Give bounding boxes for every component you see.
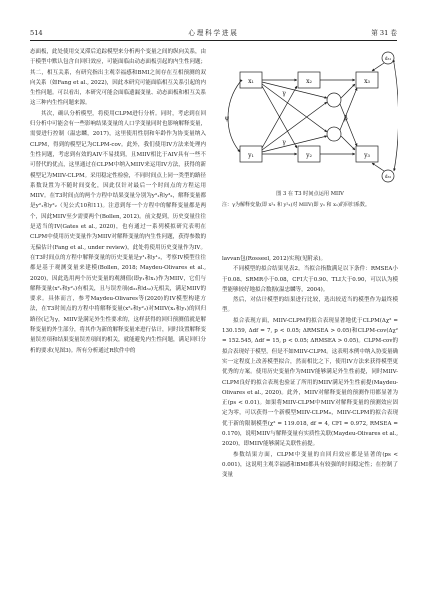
page-number: 514: [30, 29, 43, 37]
path-diagram: [222, 48, 398, 188]
label-error-x: d₃₁: [384, 57, 392, 62]
header-rule: [30, 40, 397, 41]
label-cov: ψ: [224, 115, 230, 122]
figure-caption: [222, 190, 398, 210]
paragraph: 态面板，此处使用交叉滞后追踪模型来分析两个变量之间的纵向关系，由于模型中默认包含自回归效应，可能面临由动态面板引起的内生性问题；其二，相互关系，有研究指出主观幸福感和BMI之间存在互相预测的双向关系（如Fang et al., 2022)，因此本研究可能面临相互关系引起的内生性问题。可以看出，本研究可能会面临遗漏变量、动态面板和相互关系这三种内生性问题来源。: [30, 49, 207, 107]
label-beta: β: [344, 115, 348, 122]
left-column: [30, 47, 206, 572]
caption-title: 图 3 在 T3 时间点运用 MIIV: [276, 191, 344, 197]
label-y1: y₁: [248, 152, 254, 159]
paragraph: 其次，确认分析模型，将使用CLPM进行分析。同时，考虑到在回归分析中可能会有一些影响结果变量的人口学变量同时也影响解释变量，需要进行控制（温忠麟，2017)，这里使用性别和年龄作为协变量纳入CLPM，得到的模型记为CLPM-cov。此外，我们使用IV方法来处理内生性问题，考虑到有效的AIV不易找到，且MIIV相比于AIV具有一些不可替代的优点，这里通过在CLPM中纳入MIIV来运用IV方法，获得的新模型记为MIIV-CLPM。采用稳定性检验，不同时间点上同一类型的路径系数设置为不随时间变化，因此仅针对最后一个时间点的方程运用MIIV。在T3时间点的两个方程中结果变量分别为y³₁和y³₂，解释变量都是y²₁和y²₂（见公式10和11)。注意到每一个方程中的解释变量都是两个，因此MIIV至少需要两个(Bollen, 2012)。前文提到，历史变量往往是适当的IV(Gates et al., 2020)，也有通过一系列模拟研究表明在CLPM中使用历史变量作为MIIV对解释变量的内生性问题，获得参数的无偏估计(Fang et al., under review)，此处将使用历史变量作为IV。在T3时间点的方程中解释变量的历史变量是y¹₁和y¹₂，考察IV模型往往都是基于观测变量来建模(Bollen, 2018; Maydeu-Olivares et al., 2020)，因此选用两个历史变量的观测值(即y₁和x₁)作为MIIV，它们与解释变量(x²₁和y²₁)有相关，且与误差项(d₃₁和d₃₂)无相关，满足MIIV的要求。具体而言，参考Maydeu-Olivares等(2020)的IV模型构建方法，在T3时间点的方程中将解释变量(x²₂和y²₂)对MIIV(x₁和y₁)的回归路径(记为γ，MIIV是满足外生性要求的，这样获得的回归预测值就是解释变量的外生部分，将其作为新的解释变量来进行估计，同时设置解释变量误差项和结果变量误差项间的相关，就能避免内生性问题，满足回归分析的要求(见图3)。所有分析通过R软件中的: [30, 110, 207, 354]
caption-note: 注：γ为解释变量(即 x²₂ 和 y²₂)对 MIIV(即 y₁ 和 x₁)的回归系数。: [222, 202, 370, 208]
paragraph: 拟合表现方面，MIIV-CLPM的拟合表现显著地优于CLPM(Δχ² = 130.159, Δdf = 7, p < 0.05; ΔRMSEA > 0.05)和CLPM-cov(Δχ² = 152.545, Δdf = 15, p < 0.05; ΔRMSEA > 0.05)。CLPM-cov的拟合表现好于模型，但是不如MIIV-CLPM。这表明本例中纳入协变量确实一定程度上改善模型拟合，然而相比之下，使用IV方法来获得模型更优秀的方案。使用历史变量作为MIIV能够满足外生性前提，同时MIIV-CLPM良好的拟合表现也验证了所用的MIIV满足外生性前提(Maydeu-Olivares et al., 2020)。此外，MIIV对解释变量的预测作用都显著为正(ps < 0.01)。如果将MIIV-CLPM中MIIV对解释变量的预测效应固定为零，可以获得一个新模型MIIV-CLPM₀，MIIV-CLPM的拟合表现优于新的限制模型(χ² = 119.018, df = 4, CFI = 0.972, RMSEA = 0.170)，说明MIIV与解释变量有实质性关联(Maydeu-Olivares et al., 2020)，即MIIV能够满足关联性前提。: [222, 317, 398, 448]
right-column: [222, 254, 398, 574]
label-x2: x₂: [306, 78, 312, 85]
paragraph: 参数结果方面，CLPM中变量的自回归效应都是显著的(ps < 0.001)，这说明主观幸福感和BMI都具有较强的时间稳定性；在控制了变量: [222, 451, 398, 479]
latent-y2hat: [327, 127, 341, 141]
paragraph: 不同模型的拟合结果见表2。当拟合指数满足以下条件：RMSEA小于0.08、SRMR小于0.08，CFI大于0.90、TLI大于0.90，可以认为模型能够较好地拟合数据(温忠麟等，2004)。: [222, 266, 398, 293]
page-header: [30, 27, 397, 39]
paragraph: lavvan包(Rosseel, 2012)实现(见附录)。: [222, 256, 327, 262]
label-x1: x₁: [248, 78, 254, 85]
paragraph: 然后，对估计模型的结果进行比较，选出较适当的模型作为最终模型。: [222, 297, 398, 314]
label-error-y: d₃₂: [384, 175, 392, 180]
volume-label: 第 31 卷: [371, 29, 397, 37]
journal-title: 心理科学进展: [188, 29, 239, 37]
label-gamma-2: γ: [282, 139, 286, 146]
label-x3: x₃: [364, 78, 370, 85]
label-y3: y₃: [364, 152, 370, 159]
label-y2: y₂: [306, 152, 312, 159]
label-gamma-1: γ: [282, 90, 286, 97]
latent-x2hat: [327, 93, 341, 107]
